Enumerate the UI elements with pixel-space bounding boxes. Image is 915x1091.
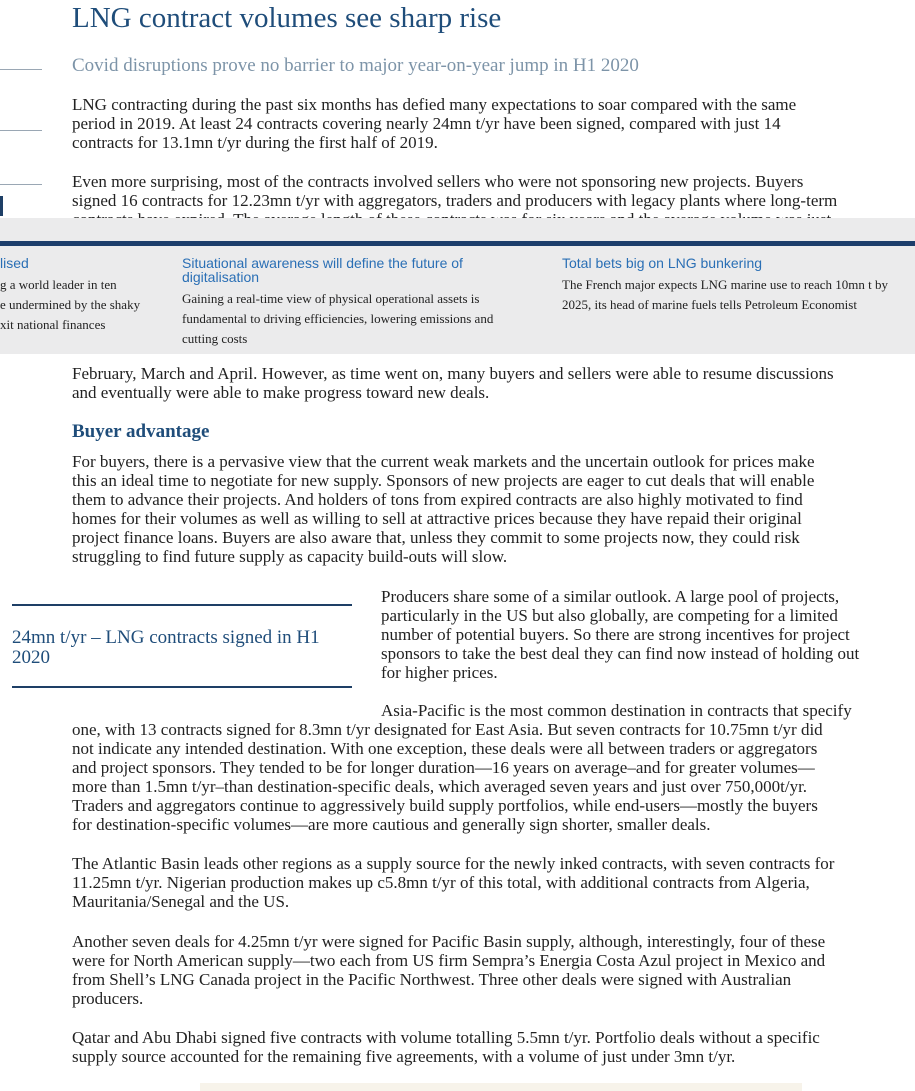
article-subtitle: Covid disruptions prove no barrier to major year-on-year jump in H1 2020: [72, 55, 639, 76]
text-line: number of potential buyers. So there are strong incentives for project: [381, 625, 850, 644]
text-line: Gaining a real-time view of physical operational assets is: [182, 291, 480, 306]
text-line: contracts for 13.1mn t/yr during the first half of 2019.: [72, 133, 438, 152]
text-line: not indicate any intended destination. With one exception, these deals were all between traders or aggregators: [72, 739, 818, 758]
related-article-link[interactable]: lised: [0, 255, 29, 271]
text-line: Traders and aggregators continue to aggressively build supply portfolios, while end-users—mostly the buyers: [72, 796, 818, 815]
text-line: particularly in the US but also globally, are competing for a limited: [381, 606, 838, 625]
left-margin-rule: [0, 184, 42, 185]
text-line: project finance loans. Buyers are also aware that, unless they commit to some projects now, they could risk: [72, 528, 800, 547]
text-line: sponsors to take the best deal they can find now instead of holding out: [381, 644, 860, 663]
text-line: from Shell’s LNG Canada project in the Pacific Northwest. Three other deals were signed with Australian: [72, 970, 792, 989]
article-title: LNG contract volumes see sharp rise: [72, 2, 502, 34]
pull-quote-rule-top: [12, 604, 352, 606]
left-margin-rule: [0, 130, 42, 131]
text-line: The French major expects LNG marine use to reach 10mn t by: [562, 277, 888, 292]
related-article-link[interactable]: [182, 256, 463, 284]
text-line: and eventually were able to make progress toward new deals.: [72, 383, 490, 402]
related-article-summary: [182, 289, 493, 349]
text-line: e undermined by the shaky: [0, 297, 141, 312]
text-line: more than 1.5mn t/yr–than destination-specific deals, which averaged seven years and just over 750,000t/yr.: [72, 777, 808, 796]
article-paragraph-7: [72, 854, 915, 911]
text-line: For buyers, there is a pervasive view that the current weak markets and the uncertain outlook for prices make: [72, 452, 815, 471]
text-line: struggling to find future supply as capacity build-outs will slow.: [72, 547, 508, 566]
article-paragraph-4: [72, 452, 915, 566]
text-line: LNG contracting during the past six months has defied many expectations to soar compared with the same: [72, 95, 797, 114]
section-heading: Buyer advantage: [72, 421, 210, 442]
article-paragraph-6: [72, 720, 915, 834]
pull-quote-rule-bottom: [12, 686, 352, 688]
text-line: supply source accounted for the remaining five agreements, with a volume of just under 3mn t/yr.: [72, 1047, 736, 1066]
text-line: digitalisation: [182, 269, 260, 285]
article-paragraph-2: [72, 172, 915, 218]
text-line: February, March and April. However, as time went on, many buyers and sellers were able to resume discussions: [72, 364, 834, 383]
text-line: Mauritania/Senegal and the US.: [72, 892, 290, 911]
text-line: fundamental to driving efficiencies, lowering emissions and: [182, 311, 494, 326]
text-line: Situational awareness will define the future of: [182, 255, 463, 271]
text-line: Qatar and Abu Dhabi signed five contracts with volume totalling 5.5mn t/yr. Portfolio deals without a specific: [72, 1028, 820, 1047]
text-line: them to advance their projects. And holders of tons from expired contracts are also highly motivated to find: [72, 490, 803, 509]
related-article-link[interactable]: Total bets big on LNG bunkering: [562, 255, 763, 271]
text-line: were for North American supply—two each from US firm Sempra’s Energia Costa Azul project in Mexico and: [72, 951, 826, 970]
text-line: Another seven deals for 4.25mn t/yr were signed for Pacific Basin supply, although, interestingly, four of these: [72, 932, 826, 951]
text-line: producers.: [72, 989, 144, 1008]
text-line: xit national finances: [0, 317, 106, 332]
text-line: period in 2019. At least 24 contracts covering nearly 24mn t/yr have been signed, compared with just 14: [72, 114, 781, 133]
article-paragraph-6-first-line: Asia-Pacific is the most common destination in contracts that specify: [381, 701, 852, 720]
article-paragraph-8: [72, 932, 915, 1008]
text-line: 11.25mn t/yr. Nigerian production makes up c5.8mn t/yr of this total, with additional contracts from Algeria,: [72, 873, 810, 892]
text-line: 2025, its head of marine fuels tells Petroleum Economist: [562, 297, 857, 312]
left-margin-marker: [0, 196, 3, 216]
text-line: Producers share some of a similar outlook. A large pool of projects,: [381, 587, 840, 606]
text-line: homes for their volumes as well as willing to sell at attractive prices because they have repaid their original: [72, 509, 802, 528]
text-line: and project sponsors. They tended to be for longer duration—16 years on average–and for greater volumes—: [72, 758, 815, 777]
text-line: this an ideal time to negotiate for new supply. Sponsors of new projects are eager to cut deals that will enable: [72, 471, 815, 490]
pull-quote: 24mn t/yr – LNG contracts signed in H1 2020: [12, 627, 320, 668]
text-line: The Atlantic Basin leads other regions as a supply source for the newly inked contracts, with seven contracts for: [72, 854, 835, 873]
article-paragraph-intro: [72, 95, 915, 152]
text-line: for higher prices.: [381, 663, 498, 682]
text-line: g a world leader in ten: [0, 277, 117, 292]
text-line: [72, 210, 915, 218]
left-margin-rule: [0, 69, 42, 70]
related-articles-divider: [0, 241, 915, 246]
related-article-summary: [562, 275, 888, 315]
article-paragraph-9: [72, 1028, 915, 1066]
article-paragraph-5: [381, 587, 915, 682]
text-line: one, with 13 contracts signed for 8.3mn t/yr designated for East Asia. But seven contracts for 10.75mn t/yr did: [72, 720, 823, 739]
text-line: for destination-specific volumes—are more cautious and generally sign shorter, smaller deals.: [72, 815, 711, 834]
text-line: cutting costs: [182, 331, 248, 346]
text-line: signed 16 contracts for 12.23mn t/yr with aggregators, traders and producers with legacy plants where long-term: [72, 191, 838, 210]
related-article-summary: [0, 275, 140, 335]
article-paragraph-3: [72, 364, 915, 402]
text-line: Even more surprising, most of the contracts involved sellers who were not sponsoring new projects. Buyers: [72, 172, 804, 191]
bottom-ad-placeholder: [200, 1083, 802, 1091]
